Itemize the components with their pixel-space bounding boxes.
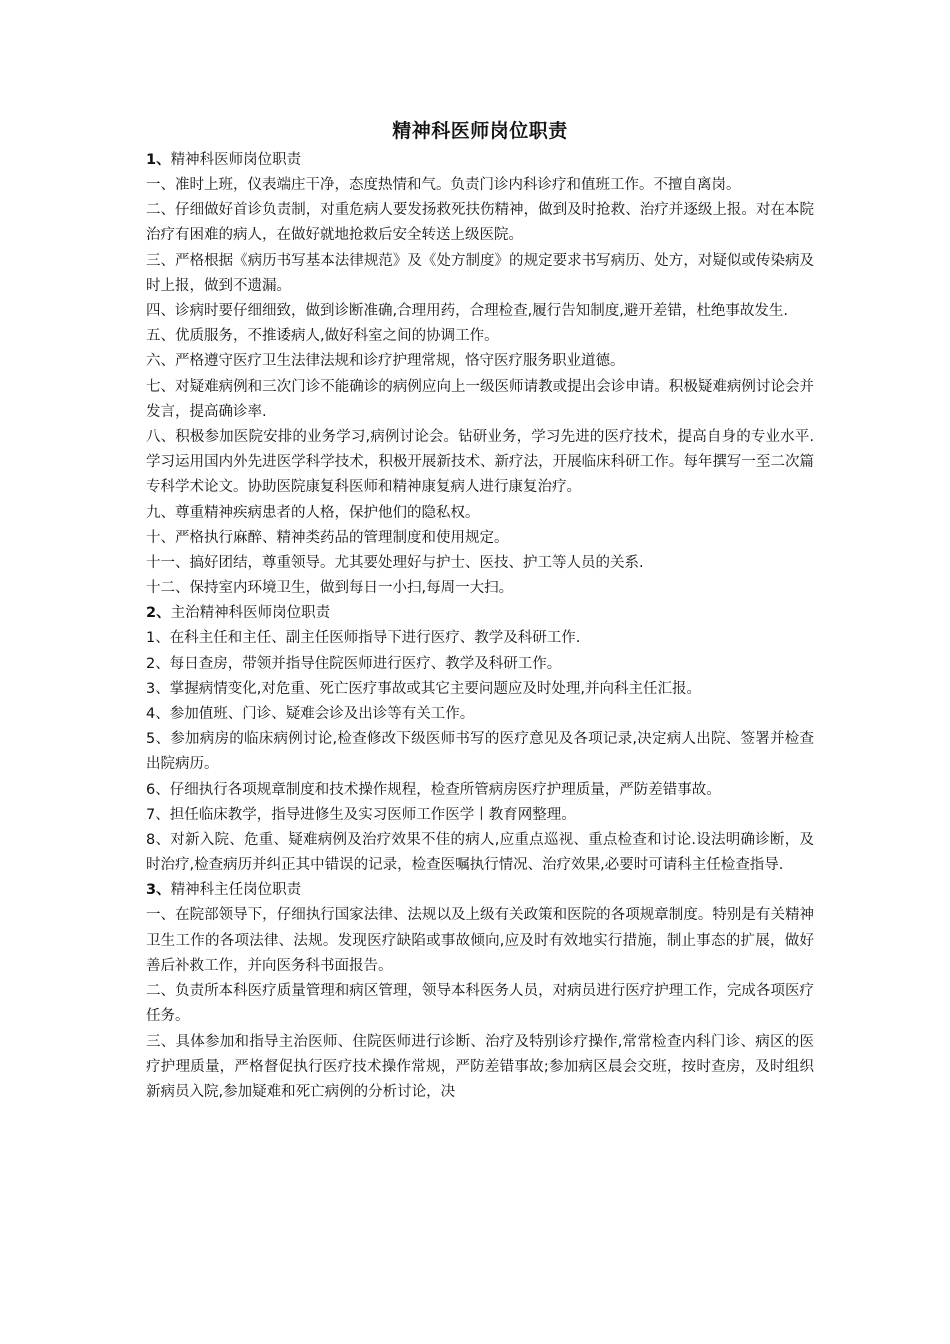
page-title: 精神科医师岗位职责: [392, 120, 568, 142]
paragraph: 3、掌握病情变化,对危重、死亡医疗事故或其它主要问题应及时处理,并向科主任汇报。: [146, 680, 701, 697]
paragraph: 2、每日查房，带领并指导住院医师进行医疗、教学及科研工作。: [146, 655, 562, 672]
section-heading-text: 精神科医师岗位职责: [170, 152, 302, 168]
section-1: [146, 148, 814, 601]
section-number: 1、: [146, 152, 171, 168]
paragraph: 4、参加值班、门诊、疑难会诊及出诊等有关工作。: [146, 706, 475, 723]
paragraph: 九、尊重精神疾病患者的人格，保护他们的隐私权。: [146, 504, 480, 521]
paragraph: 十一、搞好团结，尊重领导。尤其要处理好与护士、医技、护工等人员的关系.: [146, 555, 644, 572]
paragraph: 三、严格根据《病历书写基本法律规范》及《处方制度》的规定要求书写病历、处方，对疑似或传染病及时上报，做到不遗漏。: [146, 252, 814, 294]
paragraph: 5、参加病房的临床病例讨论,检查修改下级医师书写的医疗意见及各项记录,决定病人出院、签署并检查出院病历。: [146, 731, 814, 773]
section-number: 3、: [146, 882, 171, 899]
section-heading: [146, 878, 814, 903]
section-heading: [146, 148, 814, 173]
document-page: [146, 118, 814, 1105]
paragraph: 十、严格执行麻醉、精神类药品的管理制度和使用规定。: [146, 529, 509, 546]
paragraph: 三、具体参加和指导主治医师、住院医师进行诊断、治疗及特别诊疗操作,常常检查内科门诊、病区的医疗护理质量，严格督促执行医疗技术操作常规，严防差错事故;参加病区晨会交班，按时查房，及时组织新病员入院,参加疑难和死亡病例的分析讨论，决: [146, 1033, 814, 1100]
paragraph: 七、对疑难病例和三次门诊不能确诊的病例应向上一级医师请教或提出会诊申请。积极疑难病例讨论会并发言，提高确诊率.: [146, 378, 814, 420]
section-heading-text: 精神科主任岗位职责: [170, 882, 302, 899]
paragraph: 6、仔细执行各项规章制度和技术操作规程，检查所管病房医疗护理质量，严防差错事故。: [146, 781, 721, 798]
paragraph: 十二、保持室内环境卫生，做到每日一小扫,每周一大扫。: [146, 580, 514, 597]
paragraph: 一、准时上班，仪表端庄干净，态度热情和气。负责门诊内科诊疗和值班工作。不擅自离岗。: [146, 177, 741, 193]
paragraph: 六、严格遵守医疗卫生法律法规和诊疗护理常规，恪守医疗服务职业道德。: [146, 353, 625, 370]
section-number: 2、: [146, 605, 171, 622]
section-3: [146, 878, 814, 1105]
paragraph: 二、负责所本科医疗质量管理和病区管理，领导本科医务人员，对病员进行医疗护理工作，完成各项医疗任务。: [146, 983, 814, 1025]
section-heading-text: 主治精神科医师岗位职责: [170, 605, 331, 622]
paragraph: 二、仔细做好首诊负责制，对重危病人要发扬救死扶伤精神，做到及时抢救、治疗并逐级上报。对在本院治疗有困难的病人，在做好就地抢救后安全转送上级医院。: [146, 202, 814, 244]
paragraph: 四、诊病时要仔细细致，做到诊断准确,合理用药，合理检查,履行告知制度,避开差错，杜绝事故发生.: [146, 303, 788, 320]
section-2: [146, 601, 814, 878]
paragraph: 一、在院部领导下，仔细执行国家法律、法规以及上级有关政策和医院的各项规章制度。特别是有关精神卫生工作的各项法律、法规。发现医疗缺陷或事故倾向,应及时有效地实行措施，制止事态的扩展，做好善后补救工作，并向医务科书面报告。: [146, 907, 814, 974]
section-heading: [146, 601, 814, 626]
paragraph: 1、在科主任和主任、副主任医师指导下进行医疗、教学及科研工作.: [146, 630, 581, 647]
paragraph: 8、对新入院、危重、疑难病例及治疗效果不佳的病人,应重点巡视、重点检查和讨论.设法明确诊断，及时治疗,检查病历并纠正其中错误的记录，检查医嘱执行情况、治疗效果,必要时可请科主任检查指导.: [146, 832, 814, 874]
paragraph: 五、优质服务，不推诿病人,做好科室之间的协调工作。: [146, 328, 499, 345]
paragraph: 7、担任临床教学，指导进修生及实习医师工作医学丨教育网整理。: [146, 806, 576, 823]
paragraph: 八、积极参加医院安排的业务学习,病例讨论会。钻研业务，学习先进的医疗技术，提高自身的专业水平.学习运用国内外先进医学科学技术，积极开展新技术、新疗法，开展临床科研工作。每年撰写一至二次篇专科学术论文。协助医院康复科医师和精神康复病人进行康复治疗。: [146, 429, 814, 496]
